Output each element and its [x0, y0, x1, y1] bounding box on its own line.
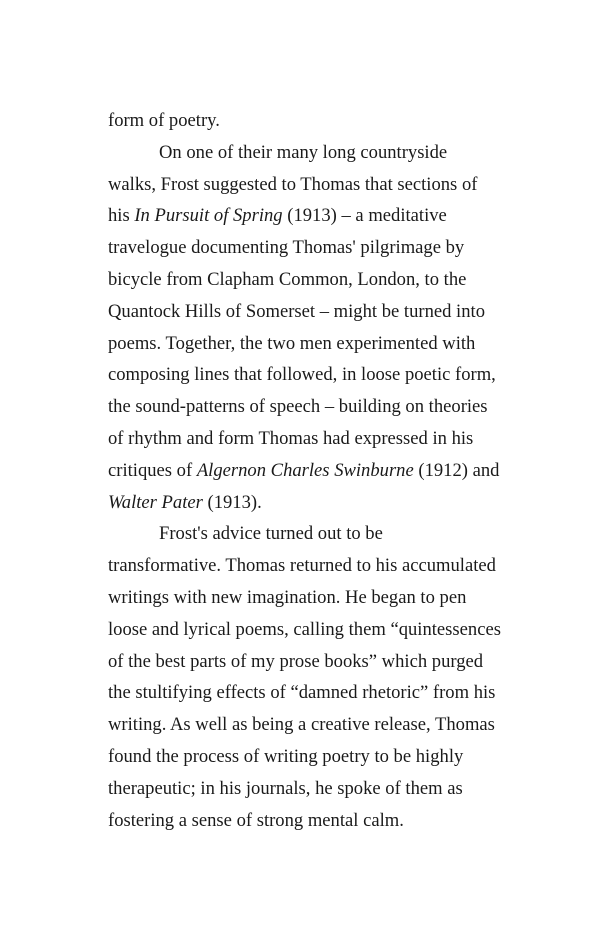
text-run: of rhythm and form Thomas had expressed in his	[108, 427, 474, 449]
text-line	[108, 487, 508, 519]
text-run: poems. Together, the two men experimented with	[108, 332, 476, 354]
text-run: On one of their many long countryside	[159, 141, 448, 163]
text-line	[108, 614, 508, 646]
text-line	[108, 805, 508, 837]
paragraph-frost-walks	[108, 137, 508, 519]
text-run: his	[108, 205, 135, 227]
text-run: transformative. Thomas returned to his accumulated	[108, 555, 496, 577]
text-run: (1913) – a meditative	[282, 205, 447, 227]
text-run: critiques of	[108, 459, 197, 481]
text-line	[108, 328, 508, 360]
italic-title: In Pursuit of Spring	[134, 205, 283, 227]
text-line	[108, 296, 508, 328]
text-line	[108, 105, 508, 137]
text-line	[108, 646, 508, 678]
text-line	[108, 359, 508, 391]
text-line	[108, 773, 508, 805]
text-line	[108, 455, 508, 487]
paragraph-frost-advice	[108, 518, 508, 836]
text-line	[108, 169, 508, 201]
italic-title: Walter Pater	[108, 491, 203, 513]
text-run: writings with new imagination. He began to pen	[108, 586, 467, 608]
text-run: (1913).	[202, 491, 262, 513]
text-line	[108, 423, 508, 455]
text-run: of the best parts of my prose books” which purged	[108, 650, 484, 672]
text-run: (1912) and	[413, 459, 500, 481]
italic-title: Algernon Charles Swinburne	[196, 459, 414, 481]
document-page	[108, 105, 508, 836]
text-line	[108, 550, 508, 582]
text-line	[108, 582, 508, 614]
text-line	[108, 137, 508, 169]
text-run: composing lines that followed, in loose poetic form,	[108, 364, 496, 386]
text-run: Quantock Hills of Somerset – might be turned into	[108, 300, 485, 322]
text-line	[108, 200, 508, 232]
text-run: Frost's advice turned out to be	[159, 523, 383, 545]
text-run: found the process of writing poetry to be highly	[108, 745, 464, 767]
text-line	[108, 709, 508, 741]
text-run: walks, Frost suggested to Thomas that sections of	[108, 173, 478, 195]
text-line	[108, 677, 508, 709]
paragraph-continuation	[108, 105, 508, 137]
text-run: the stultifying effects of “damned rhetoric” from his	[108, 682, 496, 704]
text-run: the sound-patterns of speech – building on theories	[108, 396, 488, 418]
text-run: travelogue documenting Thomas' pilgrimage by	[108, 237, 465, 259]
text-line	[108, 741, 508, 773]
text-run: writing. As well as being a creative release, Thomas	[108, 714, 495, 736]
text-run: therapeutic; in his journals, he spoke of them as	[108, 777, 463, 799]
text-run: fostering a sense of strong mental calm.	[108, 809, 404, 831]
text-line	[108, 518, 508, 550]
text-line	[108, 391, 508, 423]
text-line	[108, 264, 508, 296]
text-run: bicycle from Clapham Common, London, to the	[108, 268, 467, 290]
text-line	[108, 232, 508, 264]
text-run: loose and lyrical poems, calling them “quintessences	[108, 618, 501, 640]
text-run: form of poetry.	[108, 110, 220, 131]
